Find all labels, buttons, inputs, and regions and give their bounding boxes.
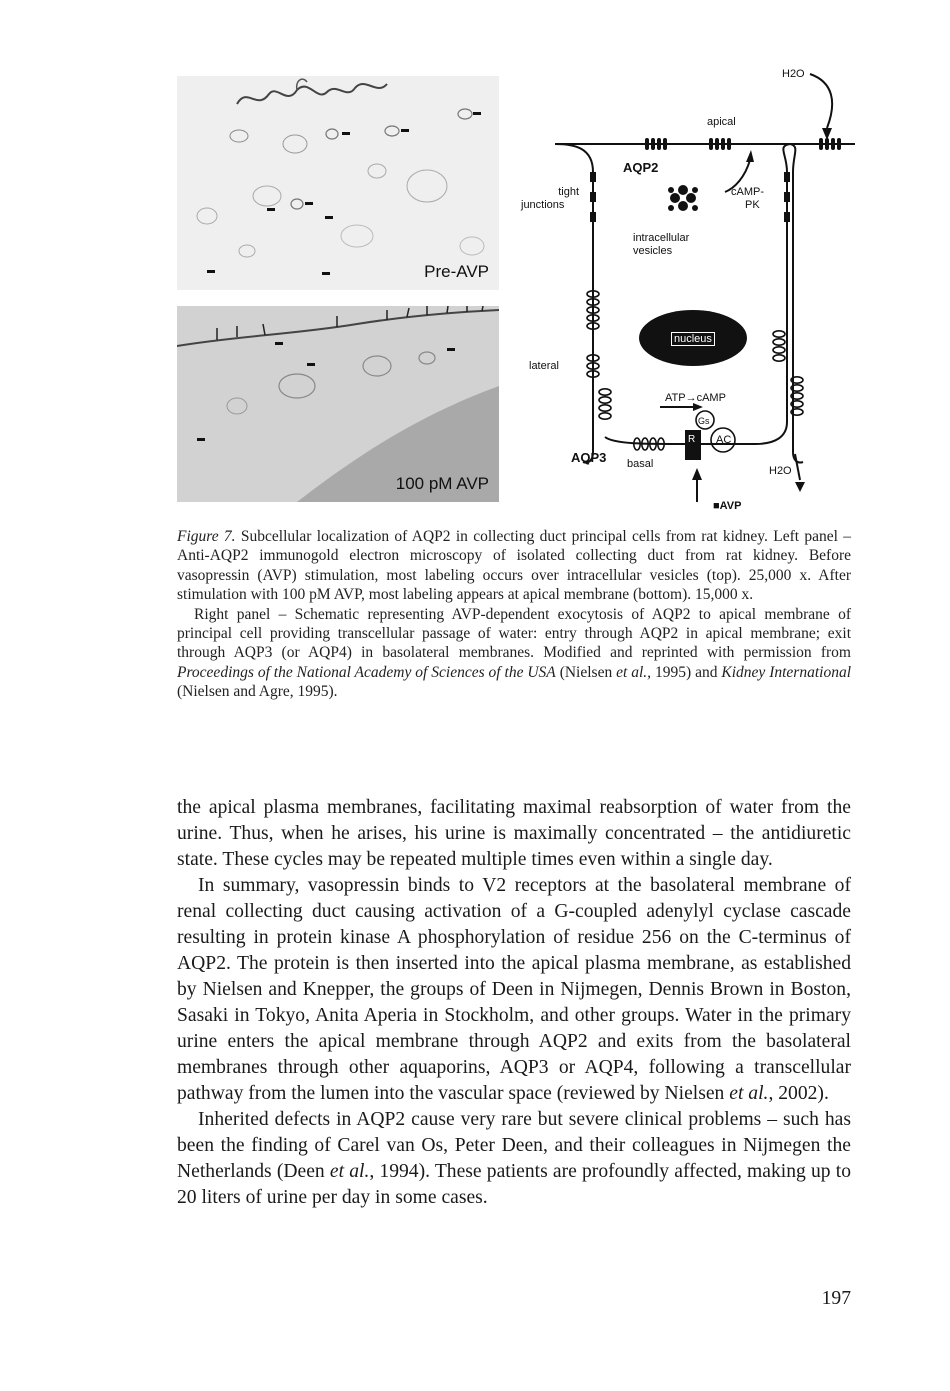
caption-text-2b: (Nielsen bbox=[555, 663, 617, 681]
basal-label: basal bbox=[627, 458, 654, 470]
vesicles-label-2: vesicles bbox=[633, 245, 673, 257]
atp-camp-label: ATP→cAMP bbox=[665, 392, 726, 404]
lateral-label: lateral bbox=[529, 360, 559, 372]
avp-label: ■AVP bbox=[713, 500, 742, 512]
aqp3-label: AQP3 bbox=[571, 450, 607, 465]
journal-pnas: Proceedings of the National Academy of Sciences of the USA bbox=[177, 663, 556, 681]
micrograph-pre-avp bbox=[177, 76, 499, 290]
figure-caption bbox=[177, 527, 851, 702]
vesicles-label-1: intracellular bbox=[633, 232, 690, 244]
apical-label: apical bbox=[707, 116, 736, 128]
tight-junctions-label-2: junctions bbox=[521, 199, 565, 211]
micrograph-pre-avp-image bbox=[177, 76, 499, 290]
nucleus-label: nucleus bbox=[671, 332, 715, 346]
ac-label: AC bbox=[716, 434, 732, 446]
aqp2-schematic bbox=[515, 62, 865, 522]
aqp2-label: AQP2 bbox=[623, 160, 659, 175]
micrograph-100pm-avp-image bbox=[177, 306, 499, 502]
body-et-al-1: et al. bbox=[729, 1083, 769, 1104]
body-text bbox=[177, 795, 851, 1211]
micrograph-100pm-avp-label: 100 pM AVP bbox=[395, 474, 489, 493]
body-paragraph-3 bbox=[177, 1107, 851, 1211]
body-et-al-2: et al. bbox=[329, 1161, 370, 1182]
body-text-2a: In summary, vasopressin binds to V2 receptors at the basolateral membrane of renal collecting duct causing activation of a G-coupled adenylyl cyclase cascade resulting in protein kinase A phosphorylation of residue 256 on the C-terminus of AQP2. The protein is then inserted into the apical plasma membrane, as established by Nielsen and Knepper, the groups of Deen in Nijmegen, Dennis Brown in Boston, Sasaki in Tokyo, Anita Aperia in Stockholm, and other groups. Water in the primary urine enters the apical membrane through AQP2 and exits from the basolateral membranes through other aquaporins, AQP3 or AQP4, following a transcellular pathway from the lumen into the vascular space (reviewed by Nielsen bbox=[177, 875, 851, 1104]
camp-pk-label-1: cAMP- bbox=[731, 186, 764, 198]
h2o-top-label: H2O bbox=[782, 68, 805, 80]
caption-paragraph-1 bbox=[177, 527, 851, 605]
body-text-3b: , 1994). These patients are profoundly affected, making up to 20 liters of urine per day in some cases. bbox=[177, 1161, 851, 1208]
caption-text-2d: (Nielsen and Agre, 1995). bbox=[177, 683, 338, 701]
receptor-label: R bbox=[688, 434, 696, 445]
caption-text-1: Subcellular localization of AQP2 in collecting duct principal cells from rat kidney. Left panel – Anti-AQP2 immunogold electron microscopy of isolated collecting duct from rat kidney. Before vasopressin (AVP) stimulation, most labeling occurs over intracellular vesicles (top). 25,000 x. After stimulation with 100 pM AVP, most labeling appears at apical membrane (bottom). 15,000 x. bbox=[177, 528, 851, 604]
camp-pk-label-2: PK bbox=[745, 199, 760, 211]
caption-text-2a: Right panel – Schematic representing AVP-dependent exocytosis of AQP2 to apical membrane of principal cell providing transcellular passage of water: entry through AQP2 in apical membrane; exit through AQP3 (or AQP4) in basolateral membranes. Modified and reprinted with permission from bbox=[177, 605, 851, 662]
caption-et-al: et al., bbox=[616, 663, 652, 681]
schematic-drawing bbox=[515, 62, 865, 522]
body-text-2b: , 2002). bbox=[768, 1083, 829, 1104]
tight-junctions-label-1: tight bbox=[558, 186, 579, 198]
body-paragraph-2 bbox=[177, 873, 851, 1107]
gs-label: Gs bbox=[698, 416, 710, 426]
page-number: 197 bbox=[821, 1288, 851, 1309]
h2o-bottom-label: H2O bbox=[769, 465, 792, 477]
body-paragraph-1: the apical plasma membranes, facilitating maximal reabsorption of water from the urine. Thus, when he arises, his urine is maximally concentrated – the antidiuretic state. These cycles may be repeated multiple times even within a single day. bbox=[177, 797, 851, 870]
micrograph-pre-avp-label: Pre-AVP bbox=[424, 262, 489, 281]
caption-paragraph-2 bbox=[177, 605, 851, 702]
figure-label: Figure 7. bbox=[177, 528, 236, 545]
body-text-3a: Inherited defects in AQP2 cause very rare but severe clinical problems – such has been the finding of Carel van Os, Peter Deen, and their colleagues in Nijmegen the Netherlands (Deen bbox=[177, 1109, 851, 1182]
journal-kidney-international: Kidney International bbox=[721, 663, 851, 681]
micrograph-100pm-avp bbox=[177, 306, 499, 502]
caption-text-2c: 1995) and bbox=[651, 663, 722, 681]
